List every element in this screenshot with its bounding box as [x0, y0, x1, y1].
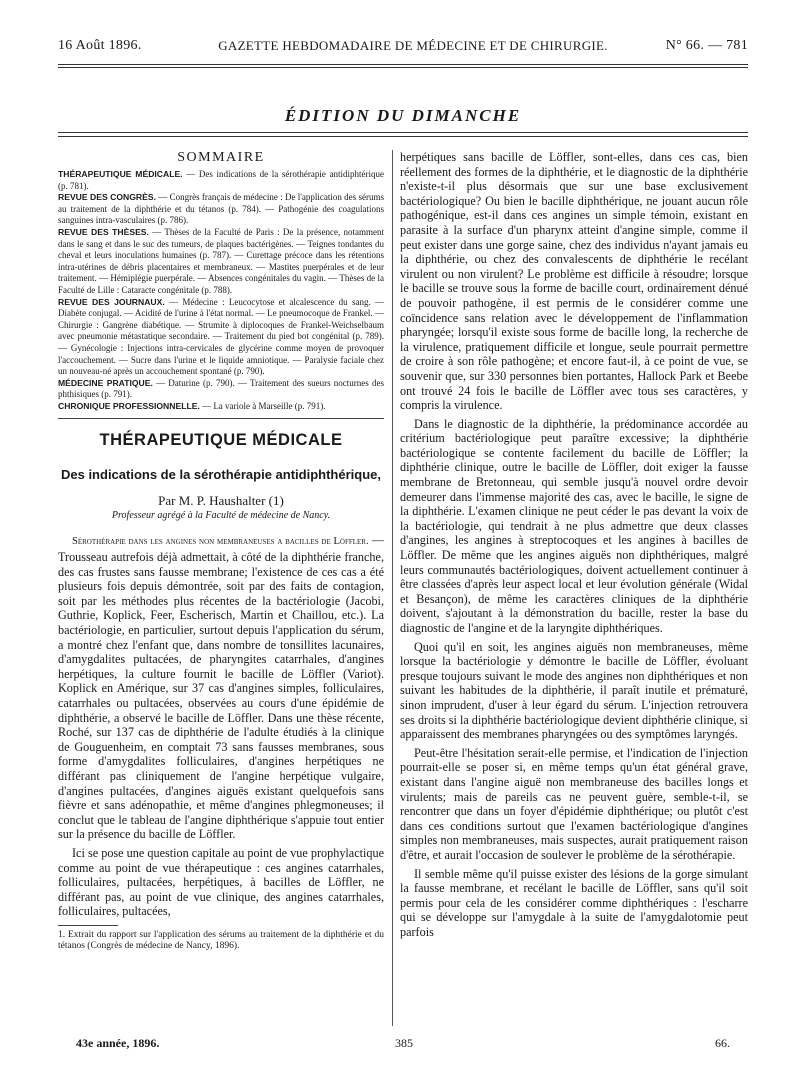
sommaire-entry-key: REVUE DES THÈSES.: [58, 226, 149, 237]
article-paragraph: herpétiques sans bacille de Löffler, sont-elles, dans ces cas, bien réellement des formes de la diphthérie, et le diagnostic de la diphthérie n'existe-t-il plus désormais que sur une base exclusivement bactériologique? Ou bien le bacille diphthérique, ne jouant aucun rôle pathogénique, est-il dans ces angines un simple témoin, existant en parasite à la surface d'un pharynx atteint d'angine simple, comme il peut exister dans une gorge saine, chez des individus n'ayant jamais eu la diphthérie, ou chez des convalescents de diphthérie le recélant virulent ou non virulent? Le problème est difficile à résoudre; lorsque le bacille se trouve sous la forme de bacille court, ordinairement dénué de pouvoir pathogène, il est permis de le considérer comme une coïncidence sans relation avec le développement de l'inflammation pharyngée; lorsqu'il existe sous forme de bacille long, la recherche de la virulence, pratiquement difficile et longue, seule pourrait permettre de croire à son rôle pathogène; et encore faut-il, à ce point de vue, se souvenir que, sur 330 personnes bien portantes, Hallock Park et Beebe ont trouvé 24 fois le bacille de Löffler avec tous ses caractères, y compris la virulence.: [400, 150, 748, 413]
sommaire-entry: [58, 169, 384, 192]
header-date: 16 Août 1896.: [58, 38, 142, 53]
running-header: [58, 38, 748, 60]
article-paragraph: Quoi qu'il en soit, les angines aiguës non membraneuses, même lorsque la bactériologie y démontre le bacille de Löffler, évoluant presque toujours suivant le mode des angines non diphthériques et non suivant les habitudes de la diphthérie, il paraît inutile et prématuré, sinon imprudent, d'user à leur égard du sérum. L'injection retrouvera ses droits si la diphthérie bactériologique devient diphthérie clinique, si apparaissent des membranes pharyngées ou des symptômes laryngés.: [400, 639, 748, 742]
sommaire-entry-text: — Daturine (p. 790). — Traitement des sueurs nocturnes des phthisiques (p. 791).: [58, 377, 384, 400]
sommaire-list: [58, 169, 384, 412]
sommaire-entry-key: CHRONIQUE PROFESSIONNELLE.: [58, 400, 200, 411]
sommaire-entry-text: — Médecine : Leucocytose et alcalescence du sang. — Diabète conjugal. — Acidité de l'urine à l'état normal. — Le pneumocoque de Frankel. — Chirurgie : Gangrène diabétique. — Strumite à diplocoques de Frankel-Weichselbaum avec pneumonie métastatique secondaire. — Traitement du pied bot congénital (p. 789). — Gynécologie : Injections intra-cervicales de glycérine comme moyen de provoquer l'accouchement. — Sucre dans l'urine et le liquide amniotique. — Paralysie faciale chez un nouveau-né après un accouchement spontané (p. 790).: [58, 296, 384, 377]
article-paragraph: Dans le diagnostic de la diphthérie, la prédominance accordée au critérium bactériologique peut paraître excessive; la diphthérie bactériologique se contente facilement du bacille de Löffler; la diphthérie clinique, outre le bacille de Löffler, doit exiger la fausse membrane de Bretonneau, qui semble jusqu'à nouvel ordre devoir demeurer dans l'immense majorité des cas, avec le bacille, le signe de la diphthérie. L'examen clinique ne peut céder le pas devant la voix de la bactériologie, qui tendrait à ne plus admettre que deux classes d'angines, les angines à streptocoques et les angines à bacilles de Löffler. De même que les angines aiguës non diphthériques, malgré leurs communautés bactériologiques, doivent actuellement continuer à être classées d'après leur aspect local et leur évolution générale (Widal et Besançon), de même les caractères cliniques de la diphthérie doivent, s'ajoutant à la démonstration du bacille, rester la base du diagnostic de l'angine et de la laryngite diphthériques.: [400, 416, 748, 635]
page-footer: [58, 1036, 748, 1054]
sommaire-entry-text: — Congrès français de médecine : De l'application des sérums au traitement de la diphthérie et du tétanos (p. 784). — Pathogénie des coagulations sanguines intra-vasculaires (p. 786).: [58, 192, 384, 226]
author-affiliation: Professeur agrégé à la Faculté de médecine de Nancy.: [111, 510, 331, 522]
journal-page: [58, 30, 748, 1070]
article-body-left: [58, 533, 384, 918]
sommaire-entry: [58, 401, 384, 413]
header-number: N° 66. — 781: [665, 38, 748, 53]
sommaire-entry: [58, 297, 384, 378]
sommaire-entry-key: REVUE DES CONGRÈS.: [58, 192, 156, 203]
article-title: Des indications de la sérothérapie antidiphthérique,: [60, 467, 381, 483]
article-body-right: [400, 150, 748, 939]
article-paragraph: Peut-être l'hésitation serait-elle permise, et l'indication de l'injection pourrait-elle se poser si, en même temps qu'un état général grave, existant dans l'angine aiguë non membraneuse des bacilles longs et virulents; mais de pareils cas ne peuvent guère, semble-t-il, se rencontrer que dans un foyer d'épidémie diphthérique; ou plutôt c'est dans ces conditions surtout que l'examen bactériologique d'angines simples non membraneuses, mais suspectes, aurait pratiquement raison d'être, et aurait l'occasion de soulever le problème de la sérothérapie.: [400, 745, 748, 862]
footnote-rule: [58, 925, 118, 926]
footer-year: 43e année, 1896.: [76, 1036, 160, 1050]
sommaire-entry: [58, 227, 384, 297]
lead-in: Sérothérapie dans les angines non membraneuses a bacilles de Löffler.: [72, 536, 369, 548]
header-rule: [58, 64, 748, 65]
article-paragraph: Il semble même qu'il puisse exister des lésions de la gorge simulant la fausse membrane, et recélant le bacille de Löffler, sans qu'il soit permis pour cela de les considérer comme diphthériques : l'escharre qui se développe sur l'amygdale à la suite de l'amygdalotomie peut parfois: [400, 866, 748, 939]
article-byline: Par M. P. Haushalter (1): [158, 493, 284, 509]
sommaire-entry-key: REVUE DES JOURNAUX.: [58, 296, 165, 307]
section-title: THÉRAPEUTIQUE MÉDICALE: [99, 431, 343, 450]
sommaire-entry-text: — Thèses de la Faculté de Paris : De la présence, notamment dans le sang et dans le suc des tumeurs, de plaques bactérigènes. — Teignes tondantes du cheval et leurs inoculations humaines (p. 787). — Curettage précoce dans les rétentions intra-utérines de débris placentaires et membraneux. — Mastites puerpérales et de leur traitement. — Hémiplégie puerpérale. — Absences congénitales du vagin. — Thèses de la Faculté de Lille : Cataracte congénitale (p. 788).: [58, 226, 384, 295]
sommaire-entry-key: THÉRAPEUTIQUE MÉDICALE.: [58, 169, 183, 179]
edition-banner: ÉDITION DU DIMANCHE: [284, 106, 522, 125]
edition-rule: [58, 132, 748, 133]
sommaire-entry-key: MÉDECINE PRATIQUE.: [58, 377, 153, 388]
article-paragraph: Ici se pose une question capitale au point de vue prophylactique comme au point de vue thérapeutique : ces angines catarrhales, folliculaires, pultacées, herpétiques, à bacilles de Löffler, ne différant pas, au point de vue clinique, des angines catarrhales, folliculaires, pultacées,: [58, 845, 384, 919]
article-paragraph: [58, 533, 384, 841]
footnote: 1. Extrait du rapport sur l'application des sérums au traitement de la diphthérie et du tétanos (Congrès de médecine de Nancy, 1896).: [58, 929, 384, 952]
sommaire-entry: [58, 378, 384, 401]
sommaire-entry-text: — La variole à Marseille (p. 791).: [199, 400, 326, 411]
footer-page-number: 385: [395, 1036, 413, 1050]
footer-issue: 66.: [715, 1036, 730, 1050]
right-column: [400, 150, 748, 1050]
column-divider: [392, 150, 393, 1026]
header-rule-double: [58, 67, 748, 68]
header-journal-title: GAZETTE HEBDOMADAIRE DE MÉDECINE ET DE CHIRURGIE.: [218, 38, 608, 53]
edition-rule-double: [58, 136, 748, 137]
left-column: [58, 150, 384, 1050]
sommaire-entry-text: — Des indications de la sérothérapie antidiphtérique (p. 781).: [58, 169, 384, 191]
paragraph-text: — Trousseau autrefois déjà admettait, à côté de la diphthérie franche, des cas frustes sans fausse membrane; l'existence de ces cas a été plusieurs fois depuis démontrée, soit par des faits de contagion, soit par les méthodes plus récentes de la bactériologie (Jacobi, Guthrie, Koplick, Feer, Escherisch, Martin et Chaillou, etc.). La bactériologie, en particulier, surtout depuis l'application du sérum, a montré chez l'enfant que, dans nombre de tonsillites lacunaires, d'amygdalites pultacées, de pharyngites catarrhales, d'angines herpétiques, la culture fournit le bacille de Löffler (Variot). Koplick en Amérique, sur 37 cas d'angines simples, folliculaires, catarrhales ou pultacées, observées au cours d'une épidémie de diphthérie, a observé le bacille de Löffler. Dans une thèse récente, Roché, sur 137 cas de diphthérie de l'adulte étudiés à la clinique de Gouguenheim, en comptait 73 sans fausses membranes, sous forme d'amygdalites folliculaires, d'angines herpétiques ne différant pas cliniquement de l'angine herpétique vulgaire, d'angines pultacées, d'angines aiguës existant quelquefois sans fièvre et sans adénopathie, et même d'angines phlegmoneuses; il conclut que le tableau de l'angine diphthérique s'appuie tout entier sur la présence du bacille de Löffler.: [58, 533, 384, 842]
sommaire-entry: [58, 192, 384, 227]
sommaire-rule: [58, 418, 384, 419]
sommaire-title: SOMMAIRE: [177, 150, 265, 165]
